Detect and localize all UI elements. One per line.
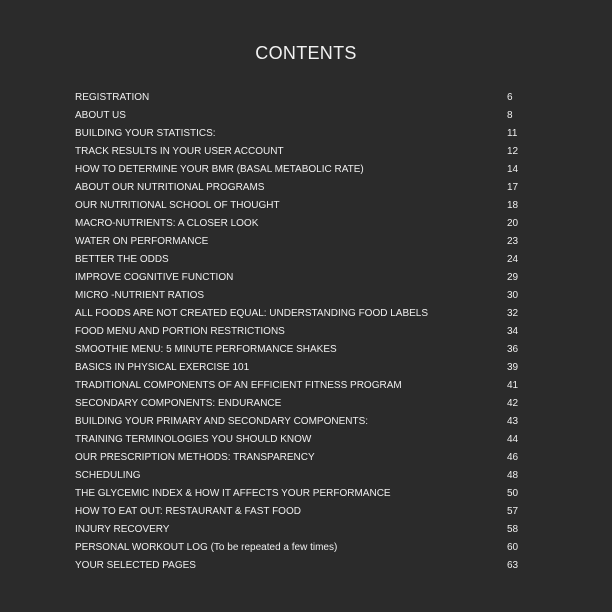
- toc-entry[interactable]: [75, 305, 525, 323]
- toc-entry-page-number: 43: [507, 416, 519, 427]
- toc-entry[interactable]: [75, 269, 525, 287]
- toc-entry-page-number: 50: [507, 488, 519, 499]
- toc-entry-page-number: 44: [507, 434, 519, 445]
- toc-entry-page-number: 6: [507, 92, 513, 103]
- toc-entry[interactable]: [75, 467, 525, 485]
- toc-entry-label: TRAINING TERMINOLOGIES YOU SHOULD KNOW: [75, 434, 312, 445]
- toc-entry[interactable]: [75, 431, 525, 449]
- toc-entry-label: ALL FOODS ARE NOT CREATED EQUAL: UNDERSTANDING FOOD LABELS: [75, 308, 429, 319]
- toc-entry[interactable]: [75, 197, 525, 215]
- toc-entry[interactable]: [75, 125, 525, 143]
- toc-entry[interactable]: [75, 287, 525, 305]
- toc-entry-label: HOW TO DETERMINE YOUR BMR (BASAL METABOLIC RATE): [75, 164, 364, 175]
- toc-entry-page-number: 32: [507, 308, 519, 319]
- toc-entry[interactable]: [75, 107, 525, 125]
- toc-entry-page-number: 34: [507, 326, 519, 337]
- toc-entry-label: SCHEDULING: [75, 470, 141, 481]
- toc-entry[interactable]: [75, 449, 525, 467]
- toc-entry-page-number: 11: [507, 128, 518, 139]
- toc-entry-label: WATER ON PERFORMANCE: [75, 236, 209, 247]
- toc-entry-label: MICRO -NUTRIENT RATIOS: [75, 290, 205, 301]
- toc-entry-page-number: 24: [507, 254, 519, 265]
- toc-entry-page-number: 46: [507, 452, 519, 463]
- toc-entry-page-number: 42: [507, 398, 519, 409]
- table-of-contents: [75, 89, 525, 575]
- toc-entry[interactable]: [75, 161, 525, 179]
- toc-entry-page-number: 12: [507, 146, 519, 157]
- toc-entry[interactable]: [75, 251, 525, 269]
- toc-entry-label: SECONDARY COMPONENTS: ENDURANCE: [75, 398, 282, 409]
- toc-entry[interactable]: [75, 377, 525, 395]
- toc-entry-label: INJURY RECOVERY: [75, 524, 170, 535]
- toc-entry-label: FOOD MENU AND PORTION RESTRICTIONS: [75, 326, 285, 337]
- toc-entry[interactable]: [75, 485, 525, 503]
- toc-entry-label: OUR NUTRITIONAL SCHOOL OF THOUGHT: [75, 200, 280, 211]
- toc-entry[interactable]: [75, 341, 525, 359]
- toc-entry-label: BUILDING YOUR STATISTICS:: [75, 128, 216, 139]
- page-title: CONTENTS: [255, 43, 357, 63]
- toc-entry-page-number: 63: [507, 560, 519, 571]
- toc-entry[interactable]: [75, 557, 525, 575]
- toc-entry[interactable]: [75, 521, 525, 539]
- toc-entry[interactable]: [75, 359, 525, 377]
- toc-entry[interactable]: [75, 413, 525, 431]
- toc-entry-label: YOUR SELECTED PAGES: [75, 560, 196, 571]
- toc-entry-page-number: 8: [507, 110, 513, 121]
- toc-entry-label: OUR PRESCRIPTION METHODS: TRANSPARENCY: [75, 452, 315, 463]
- toc-entry-page-number: 14: [507, 164, 519, 175]
- toc-entry-page-number: 48: [507, 470, 519, 481]
- toc-entry[interactable]: [75, 179, 525, 197]
- toc-entry-label: TRADITIONAL COMPONENTS OF AN EFFICIENT FITNESS PROGRAM: [75, 380, 402, 391]
- toc-entry[interactable]: [75, 539, 525, 557]
- toc-entry-page-number: 23: [507, 236, 519, 247]
- toc-entry-label: MACRO-NUTRIENTS: A CLOSER LOOK: [75, 218, 259, 229]
- toc-entry[interactable]: [75, 143, 525, 161]
- toc-entry-label: SMOOTHIE MENU: 5 MINUTE PERFORMANCE SHAKES: [75, 344, 337, 355]
- toc-entry-label: BETTER THE ODDS: [75, 254, 169, 265]
- toc-entry-label: THE GLYCEMIC INDEX & HOW IT AFFECTS YOUR PERFORMANCE: [75, 488, 391, 499]
- toc-entry-page-number: 29: [507, 272, 519, 283]
- toc-entry[interactable]: [75, 233, 525, 251]
- toc-entry-page-number: 39: [507, 362, 519, 373]
- toc-entry-page-number: 57: [507, 506, 519, 517]
- toc-entry-page-number: 30: [507, 290, 519, 301]
- toc-entry-page-number: 17: [507, 182, 519, 193]
- toc-entry[interactable]: [75, 503, 525, 521]
- toc-entry-page-number: 58: [507, 524, 519, 535]
- toc-entry-label: PERSONAL WORKOUT LOG (To be repeated a few times): [75, 542, 338, 553]
- toc-entry[interactable]: [75, 215, 525, 233]
- toc-entry-label: ABOUT OUR NUTRITIONAL PROGRAMS: [75, 182, 265, 193]
- toc-entry-page-number: 60: [507, 542, 519, 553]
- toc-entry-page-number: 36: [507, 344, 519, 355]
- toc-entry-page-number: 20: [507, 218, 519, 229]
- toc-entry-label: IMPROVE COGNITIVE FUNCTION: [75, 272, 234, 283]
- toc-entry-page-number: 18: [507, 200, 519, 211]
- toc-entry-page-number: 41: [507, 380, 519, 391]
- toc-entry[interactable]: [75, 395, 525, 413]
- toc-entry-label: ABOUT US: [75, 110, 126, 121]
- toc-entry-label: HOW TO EAT OUT: RESTAURANT & FAST FOOD: [75, 506, 301, 517]
- toc-entry[interactable]: [75, 323, 525, 341]
- toc-entry[interactable]: [75, 89, 525, 107]
- toc-entry-label: BASICS IN PHYSICAL EXERCISE 101: [75, 362, 250, 373]
- toc-entry-label: TRACK RESULTS IN YOUR USER ACCOUNT: [75, 146, 284, 157]
- toc-entry-label: REGISTRATION: [75, 92, 150, 103]
- toc-entry-label: BUILDING YOUR PRIMARY AND SECONDARY COMPONENTS:: [75, 416, 369, 427]
